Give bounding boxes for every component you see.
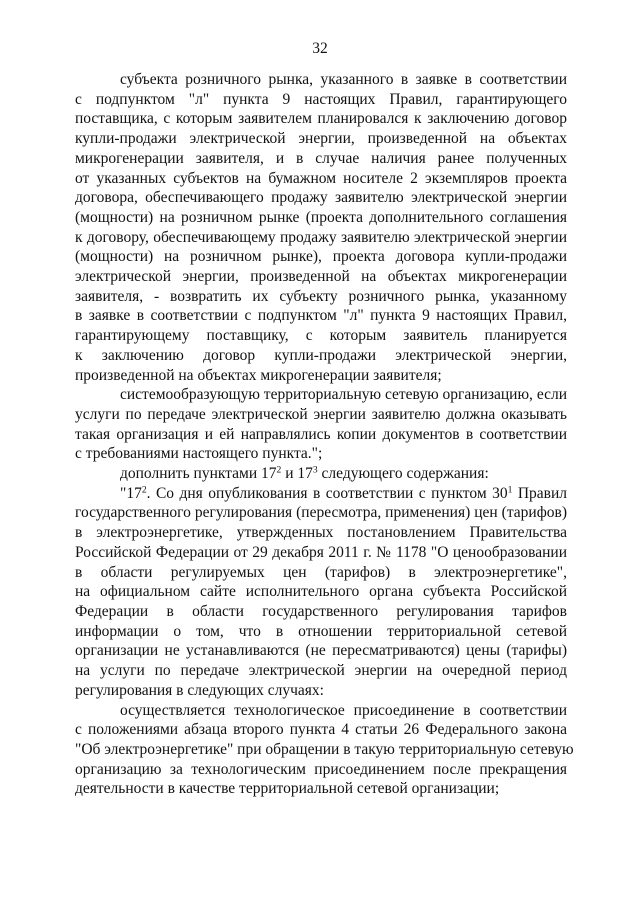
text-line: дополнить пунктами $17^2$ и $17^3$ следующего содержания: (120, 464, 489, 483)
text-line: в электроэнергетике, утвержденных постановлением Правительства (75, 524, 567, 542)
text-line: договора, обеспечивающего продажу заявителю электрической энергии (75, 189, 567, 207)
text-line: организации не устанавливаются (не пересматриваются) цены (тарифы) (75, 642, 567, 660)
text-line: субъекта розничного рынка, указанного в заявке в соответствии (120, 71, 567, 88)
paragraph-p4 (75, 484, 567, 701)
text-line: на официальном сайте исполнительного органа субъекта Российской (75, 583, 567, 601)
document-body (75, 70, 574, 799)
text-line: Российской Федерации от 29 декабря 2011 г. № 1178 "О ценообразовании (75, 543, 567, 561)
text-line: Федерации в области государственного регулирования тарифов (75, 602, 567, 620)
text-line: "$17^2$. Со дня опубликования в соответствии с пунктом $30^1$ Правил (120, 484, 567, 502)
text-line: электрической энергии, произведенной на объектах микрогенерации (75, 268, 567, 286)
page-number: 32 (312, 40, 328, 57)
text-line: информации о том, что в отношении территориальной сетевой (75, 622, 567, 640)
text-line: микрогенерации заявителя, и в случае наличия ранее полученных (75, 149, 567, 167)
text-line: в заявке в соответствии с подпунктом "л" пункта 9 настоящих Правил, (75, 307, 567, 325)
paragraph-p1 (75, 70, 567, 385)
text-line: "Об электроэнергетике" при обращении в такую территориальную сетевую (75, 740, 574, 758)
text-line: осуществляется технологическое присоединение в соответствии (120, 701, 567, 719)
paragraph-p2 (75, 385, 567, 464)
text-line: заявителя, - возвратить их субъекту розничного рынка, указанному (75, 287, 567, 305)
text-line: с положениями абзаца второго пункта 4 статьи 26 Федерального закона (75, 721, 567, 739)
text-line: с подпунктом "л" пункта 9 настоящих Правил, гарантирующего (75, 90, 567, 108)
text-line: к договору, обеспечивающему продажу заявителю электрической энергии (75, 228, 567, 246)
text-line: произведенной на объектах микрогенерации заявителя; (75, 366, 442, 384)
text-line: купли-продажи электрической энергии, произведенной на объектах (75, 130, 567, 148)
text-line: в области регулируемых цен (тарифов) в электроэнергетике", (75, 563, 567, 581)
text-line: такая организация и ей направлялись копии документов в соответствии (75, 425, 567, 443)
text-line: деятельности в качестве территориальной сетевой организации; (75, 780, 500, 798)
paragraph-p5 (75, 701, 574, 800)
text-line: на услуги по передаче электрической энергии на очередной период (75, 662, 567, 680)
text-line: государственного регулирования (пересмотра, применения) цен (тарифов) (75, 504, 567, 522)
text-line: организацию за технологическим присоединением после прекращения (75, 760, 567, 778)
text-line: поставщика, с которым заявителем планировался к заключению договор (75, 110, 567, 128)
text-line: гарантирующему поставщику, с которым заявитель планируется (75, 327, 567, 345)
text-line: регулирования в следующих случаях: (75, 681, 324, 699)
text-line: с требованиями настоящего пункта."; (75, 445, 323, 463)
text-line: к заключению договор купли-продажи электрической энергии, (75, 346, 567, 364)
text-line: от указанных субъектов на бумажном носителе 2 экземпляров проекта (75, 169, 567, 187)
text-line: (мощности) на розничном рынке (проекта дополнительного соглашения (75, 208, 567, 226)
text-line: системообразующую территориальную сетевую организацию, если (120, 386, 567, 404)
text-line: (мощности) на розничном рынке), проекта договора купли-продажи (75, 248, 567, 266)
text-line: услуги по передаче электрической энергии заявителю должна оказывать (75, 405, 567, 423)
paragraph-p3 (75, 464, 567, 484)
